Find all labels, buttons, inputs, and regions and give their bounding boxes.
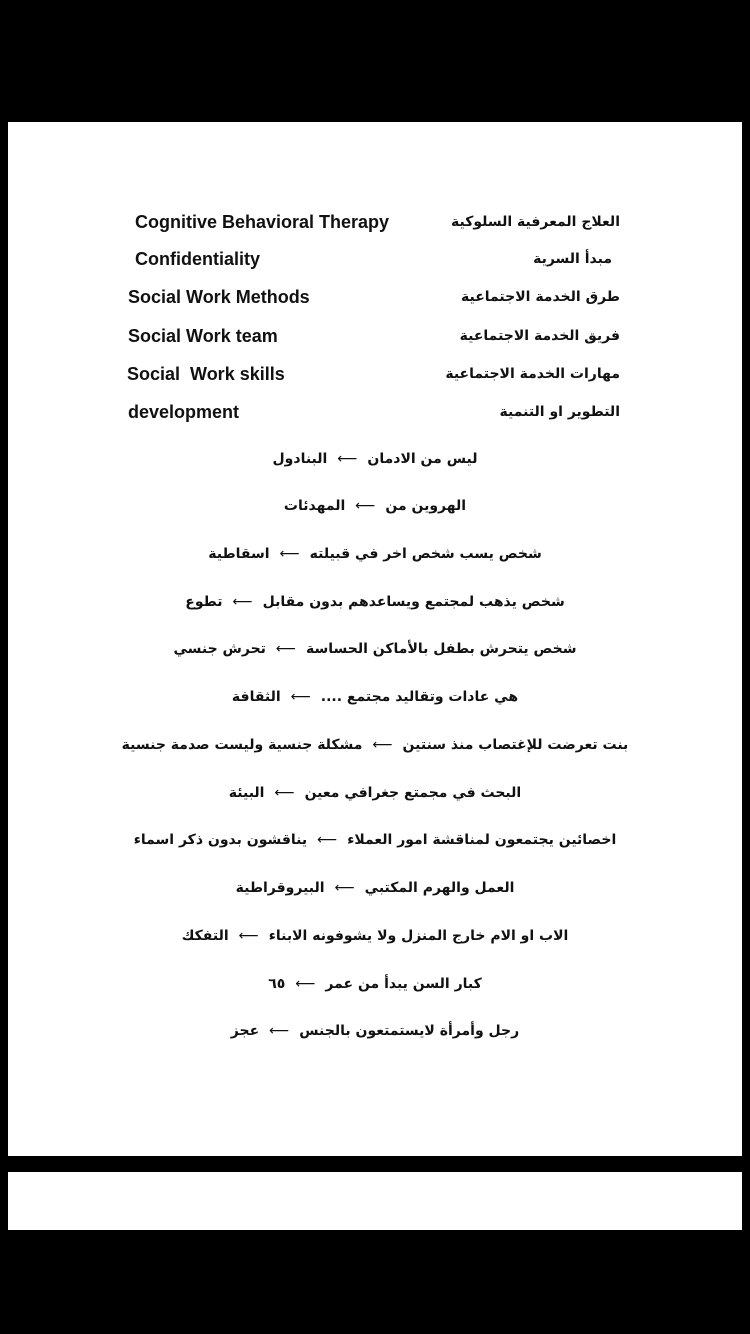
association-line: [8, 682, 742, 712]
arrow-left-icon: ⟵: [274, 785, 295, 801]
association-line: [8, 539, 742, 569]
association-left: شخص يتحرش بطفل بالأماكن الحساسة: [306, 641, 577, 657]
association-right: اسقاطية: [208, 546, 270, 562]
association-right: التفكك: [181, 928, 229, 944]
association-line: [8, 1016, 742, 1046]
association-line: [8, 587, 742, 617]
association-right: مشكلة جنسية وليست صدمة جنسية: [121, 737, 363, 753]
term-row: [8, 282, 742, 312]
association-left: هي عادات وتقاليد مجتمع ....: [320, 689, 519, 705]
association-line: [8, 634, 742, 664]
association-left: الاب او الام خارج المنزل ولا يشوفونه الابناء: [268, 928, 569, 944]
association-line: [8, 778, 742, 808]
term-arabic: مبدأ السرية: [533, 251, 612, 267]
association-line: [8, 730, 742, 760]
association-right: عجز: [230, 1023, 260, 1039]
document-page: [8, 122, 742, 1156]
term-row: [8, 397, 742, 427]
bottom-white-strip: [8, 1172, 742, 1230]
arrow-left-icon: ⟵: [232, 594, 253, 610]
association-right: البيروقراطية: [235, 880, 325, 896]
arrow-left-icon: ⟵: [238, 928, 259, 944]
association-right: البنادول: [272, 451, 328, 467]
term-english: Social Work skills: [127, 364, 285, 384]
term-english: Confidentiality: [135, 249, 260, 269]
association-left: اخصائين يجتمعون لمناقشة امور العملاء: [347, 832, 617, 848]
term-arabic: طرق الخدمة الاجتماعية: [461, 289, 620, 305]
association-right: الثقافة: [231, 689, 281, 705]
arrow-left-icon: ⟵: [372, 737, 393, 753]
arrow-left-icon: ⟵: [334, 880, 355, 896]
term-arabic: العلاج المعرفية السلوكية: [451, 214, 620, 230]
association-line: [8, 873, 742, 903]
association-left: بنت تعرضت للإغتصاب منذ سنتين: [402, 737, 629, 753]
association-line: [8, 921, 742, 951]
association-left: كبار السن يبدأ من عمر: [325, 976, 482, 992]
arrow-left-icon: ⟵: [295, 976, 316, 992]
arrow-left-icon: ⟵: [355, 498, 376, 514]
arrow-left-icon: ⟵: [279, 546, 300, 562]
term-row: [8, 321, 742, 351]
association-right: البيئة: [228, 785, 265, 801]
association-left: ليس من الادمان: [367, 451, 478, 467]
association-line: [8, 825, 742, 855]
association-right: يناقشون بدون ذكر اسماء: [133, 832, 308, 848]
association-right: تحرش جنسي: [173, 641, 266, 657]
term-english: Social Work Methods: [128, 287, 310, 307]
association-left: البحث في مجمتع جغرافي معين: [304, 785, 522, 801]
arrow-left-icon: ⟵: [275, 641, 296, 657]
association-left: شخص يسب شخص اخر في قبيلته: [309, 546, 542, 562]
association-line: [8, 969, 742, 999]
association-line: [8, 444, 742, 474]
association-left: العمل والهرم المكتبي: [364, 880, 515, 896]
term-english: Social Work team: [128, 326, 278, 346]
term-arabic: التطوير او التنمية: [499, 404, 620, 420]
term-arabic: مهارات الخدمة الاجتماعية: [445, 366, 620, 382]
term-english: development: [128, 402, 240, 422]
arrow-left-icon: ⟵: [269, 1023, 290, 1039]
association-left: الهروين من: [385, 498, 467, 514]
association-right: ٦٥: [268, 976, 286, 992]
association-right: المهدئات: [283, 498, 346, 514]
arrow-left-icon: ⟵: [337, 451, 358, 467]
term-row: [8, 359, 742, 389]
association-line: [8, 491, 742, 521]
association-right: تطوع: [185, 594, 223, 610]
term-row: [8, 244, 742, 274]
arrow-left-icon: ⟵: [317, 832, 338, 848]
association-left: شخص يذهب لمجتمع ويساعدهم بدون مقابل: [262, 594, 565, 610]
term-row: [8, 207, 742, 237]
association-left: رجل وأمرأة لايستمتعون بالجنس: [299, 1023, 520, 1039]
term-english: Cognitive Behavioral Therapy: [135, 212, 390, 232]
term-arabic: فريق الخدمة الاجتماعية: [459, 328, 620, 344]
arrow-left-icon: ⟵: [290, 689, 311, 705]
